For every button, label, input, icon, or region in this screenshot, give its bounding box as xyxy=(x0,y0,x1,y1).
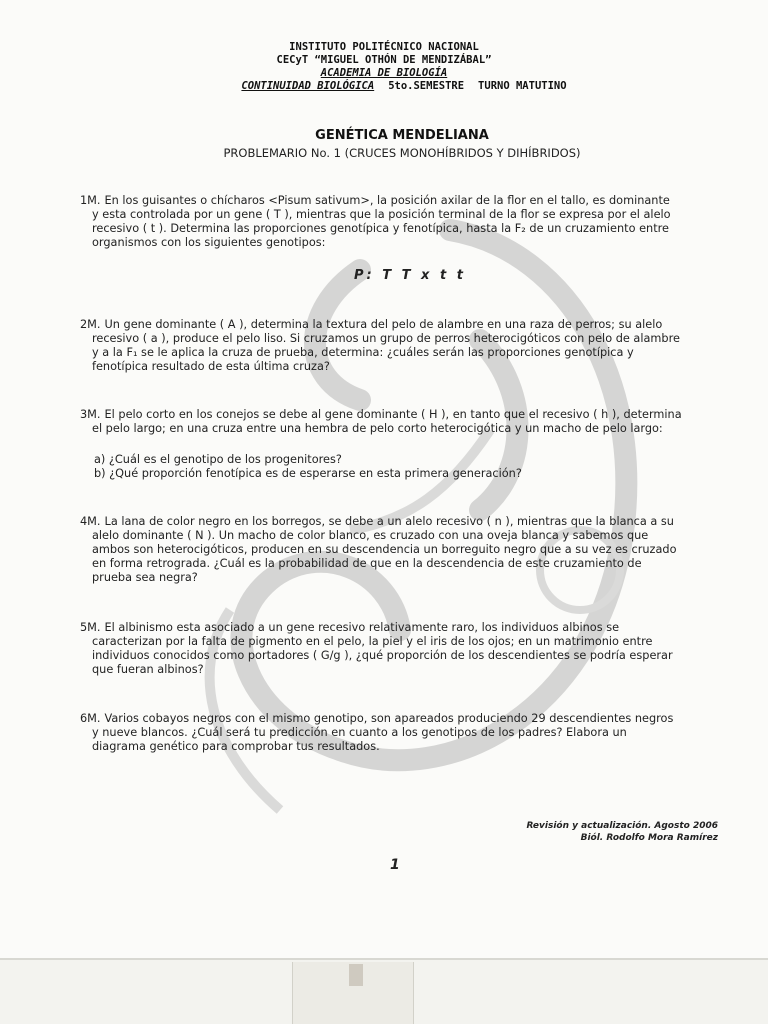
course-name: CONTINUIDAD BIOLÓGICA xyxy=(241,80,375,92)
problem-text: Un gene dominante ( A ), determina la textura del pelo de alambre en una raza de perros; su alelo xyxy=(104,318,663,331)
academy-name: ACADEMIA DE BIOLOGÍA xyxy=(320,67,448,79)
subquestion-list xyxy=(94,453,522,481)
problem-text: El pelo corto en los conejos se debe al gene dominante ( H ), en tanto que el recesivo ( h ), determina xyxy=(104,408,682,421)
subquestion-b: b) ¿Qué proporción fenotípica es de esperarse en esta primera generación? xyxy=(94,467,522,480)
problem-number: 2M. xyxy=(80,318,101,331)
problem-6 xyxy=(80,712,720,754)
author-name: Biól. Rodolfo Mora Ramírez xyxy=(580,833,718,843)
problem-line: en forma retrograda. ¿Cuál es la probabilidad de que en la descendencia de este cruzamiento de xyxy=(92,557,642,570)
problem-5 xyxy=(80,621,720,677)
binder-clip-icon xyxy=(349,964,363,986)
problem-4 xyxy=(80,515,720,585)
problem-text: Varios cobayos negros con el mismo genotipo, son apareados produciendo 29 descendientes negros xyxy=(104,712,674,725)
problem-line: recesivo ( t ). Determina las proporciones genotípica y fenotípica, hasta la F₂ de un cruzamiento entre xyxy=(92,222,669,235)
problem-number: 5M. xyxy=(80,621,101,634)
problem-number: 4M. xyxy=(80,515,101,528)
semester-label: 5to.SEMESTRE xyxy=(388,80,465,92)
document-header xyxy=(0,41,768,93)
page-title: GENÉTICA MENDELIANA xyxy=(315,128,489,143)
problem-line: prueba sea negra? xyxy=(92,571,198,584)
problem-line: fenotípica resultado de esta última cruza? xyxy=(92,360,330,373)
problem-line: y esta controlada por un gene ( T ), mientras que la posición terminal de la flor se expresa por el alelo xyxy=(92,208,671,221)
problem-number: 1M. xyxy=(80,194,101,207)
institution-name: INSTITUTO POLITÉCNICO NACIONAL xyxy=(289,41,479,53)
problem-line: individuos conocidos como portadores ( G/g ), ¿qué proporción de los descendientes se podría esperar xyxy=(92,649,673,662)
page-subtitle: PROBLEMARIO No. 1 (CRUCES MONOHÍBRIDOS Y DIHÍBRIDOS) xyxy=(223,146,581,160)
problem-number: 6M. xyxy=(80,712,101,725)
problem-text: El albinismo esta asociado a un gene recesivo relativamente raro, los individuos albinos se xyxy=(104,621,620,634)
cross-formula: P: T T x t t xyxy=(354,268,466,283)
problem-2 xyxy=(80,318,720,374)
problem-line: alelo dominante ( N ). Un macho de color blanco, es cruzado con una oveja blanca y sabemos que xyxy=(92,529,649,542)
problem-line: y a la F₁ se le aplica la cruza de prueba, determina: ¿cuáles serán las proporciones genotípica y xyxy=(92,346,634,359)
shift-label: TURNO MATUTINO xyxy=(478,80,567,92)
problem-text: En los guisantes o chícharos <Pisum sativum>, la posición axilar de la flor en el tallo, es dominante xyxy=(104,194,670,207)
binder-tab xyxy=(292,962,414,1024)
problem-text: La lana de color negro en los borregos, se debe a un alelo recesivo ( n ), mientras que la blanca a su xyxy=(104,515,674,528)
course-row xyxy=(40,80,768,93)
page-number: 1 xyxy=(390,857,400,873)
school-name: CECyT “MIGUEL OTHÓN DE MENDIZÁBAL” xyxy=(276,54,492,66)
problem-3 xyxy=(80,408,720,436)
problem-line: que fueran albinos? xyxy=(92,663,204,676)
problem-line: y nueve blancos. ¿Cuál será tu predicción en cuanto a los genotipos de los padres? Elabora un xyxy=(92,726,627,739)
problem-line: recesivo ( a ), produce el pelo liso. Si cruzamos un grupo de perros heterocigóticos con pelo de alambre xyxy=(92,332,680,345)
problem-line: el pelo largo; en una cruza entre una hembra de pelo corto heterocigótica y un macho de pelo largo: xyxy=(92,422,663,435)
problem-line: diagrama genético para comprobar tus resultados. xyxy=(92,740,380,753)
subquestion-a: a) ¿Cuál es el genotipo de los progenitores? xyxy=(94,453,342,466)
problem-1 xyxy=(80,194,720,250)
revision-footer xyxy=(526,820,718,844)
problem-line: organismos con los siguientes genotipos: xyxy=(92,236,326,249)
problem-line: caracterizan por la falta de pigmento en el pelo, la piel y el iris de los ojos; en un matrimonio entre xyxy=(92,635,653,648)
problem-number: 3M. xyxy=(80,408,101,421)
problem-line: ambos son heterocigóticos, producen en su descendencia un borreguito negro que a su vez es cruzado xyxy=(92,543,677,556)
revision-date: Revisión y actualización. Agosto 2006 xyxy=(526,821,718,831)
